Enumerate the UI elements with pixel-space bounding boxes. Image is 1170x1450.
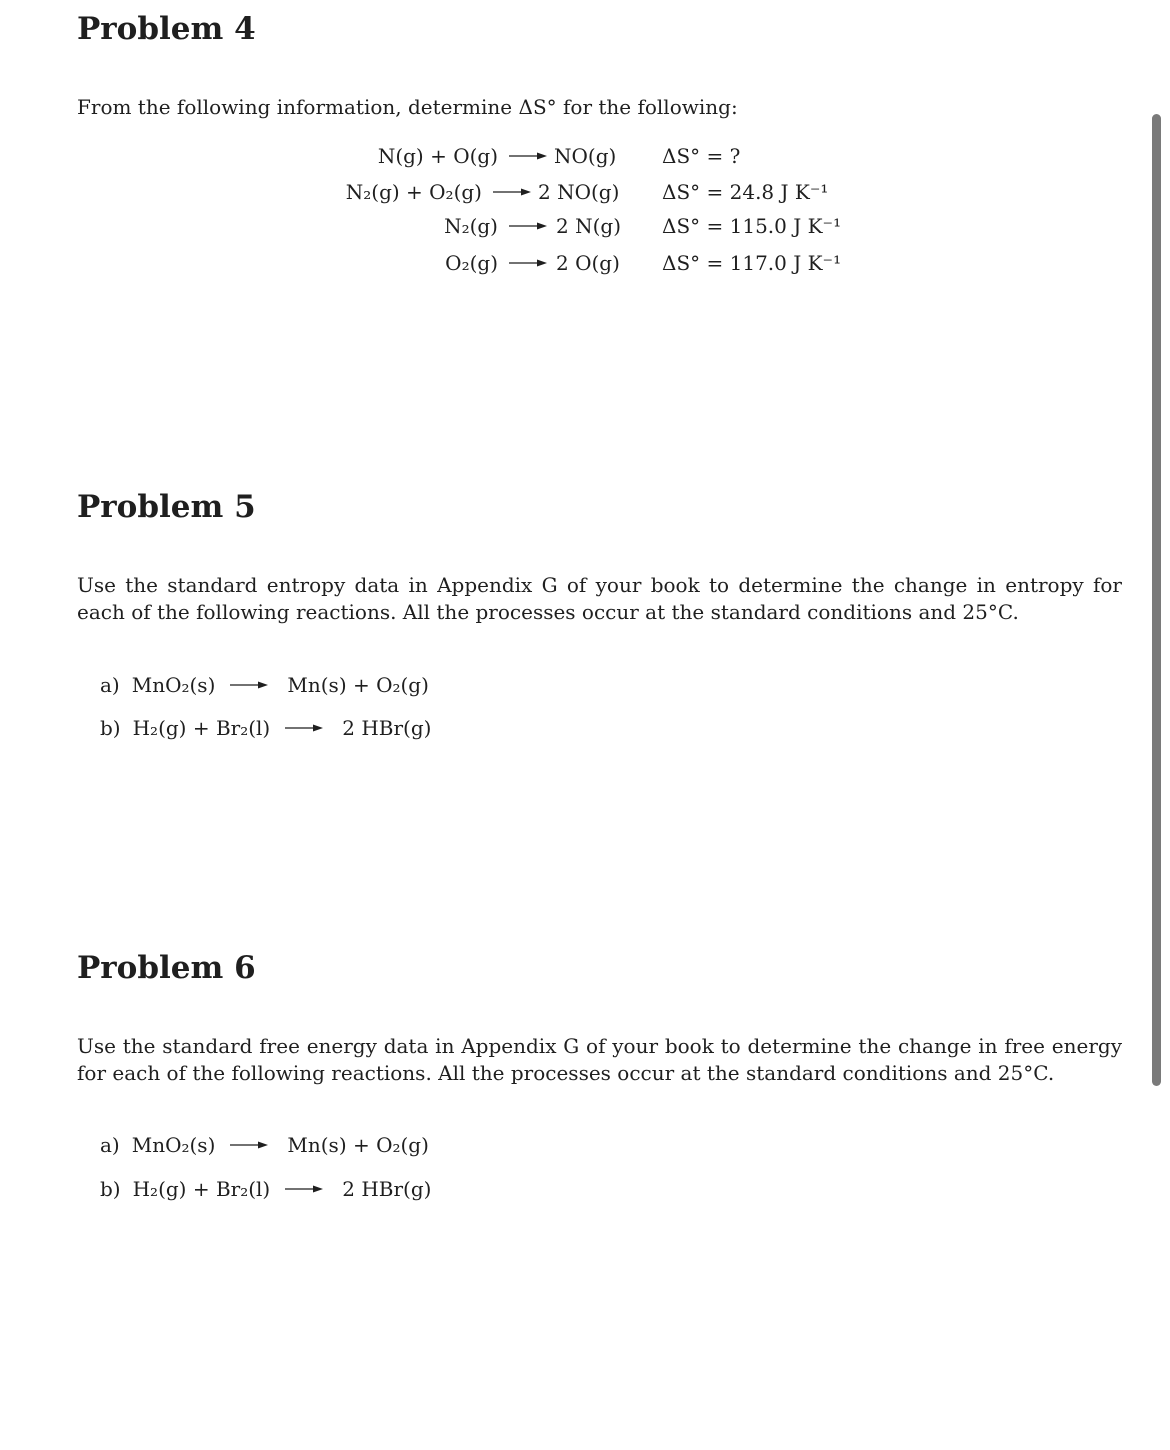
item-lhs: MnO₂(s): [131, 1133, 216, 1157]
reaction-lhs: N₂(g) + O₂(g): [345, 180, 482, 204]
list-item: [100, 716, 431, 740]
item-rhs: Mn(s) + O₂(g): [287, 1133, 429, 1157]
reaction-delta-s: ΔS° = 117.0 J K⁻¹: [662, 251, 842, 275]
reaction-rhs: 2 NO(g): [538, 180, 620, 204]
reaction-arrow-icon: [508, 144, 548, 168]
item-label: a): [100, 673, 120, 697]
item-label: b): [100, 1177, 121, 1201]
list-item: [100, 673, 429, 697]
reaction-delta-s: ΔS° = 24.8 J K⁻¹: [662, 180, 829, 204]
problem-6-title: Problem 6: [77, 950, 256, 986]
item-label: b): [100, 716, 121, 740]
reaction-arrow-icon: [229, 1133, 273, 1157]
item-rhs: 2 HBr(g): [342, 716, 432, 740]
reaction-arrow-icon: [508, 214, 548, 238]
reaction-arrow-icon: [284, 1177, 328, 1201]
reaction-lhs: N₂(g): [444, 214, 498, 238]
list-item: [100, 1133, 429, 1157]
item-rhs: Mn(s) + O₂(g): [287, 673, 429, 697]
item-lhs: H₂(g) + Br₂(l): [132, 716, 271, 740]
reaction-arrow-icon: [508, 251, 548, 275]
reaction-rhs: 2 O(g): [556, 251, 620, 275]
reaction-delta-s: ΔS° = 115.0 J K⁻¹: [662, 214, 842, 238]
problem-5-body: Use the standard entropy data in Appendix G of your book to determine the change in entropy for each of the following reactions. All the processes occur at the standard conditions and 25°C.: [77, 573, 1122, 624]
reaction-lhs: O₂(g): [445, 251, 498, 275]
reaction-delta-s: ΔS° = ?: [662, 144, 741, 168]
problem-6-body: Use the standard free energy data in Appendix G of your book to determine the change in free energy for each of the following reactions. All the processes occur at the standard conditions and 25°C.: [77, 1034, 1122, 1085]
item-label: a): [100, 1133, 120, 1157]
vertical-scrollbar-thumb[interactable]: [1152, 114, 1161, 1086]
problem-5-title: Problem 5: [77, 489, 256, 525]
item-lhs: MnO₂(s): [131, 673, 216, 697]
reaction-arrow-icon: [229, 673, 273, 697]
reaction-rhs: 2 N(g): [556, 214, 621, 238]
reaction-lhs: N(g) + O(g): [377, 144, 498, 168]
problem-4-title: Problem 4: [77, 11, 256, 47]
list-item: [100, 1177, 431, 1201]
item-rhs: 2 HBr(g): [342, 1177, 432, 1201]
item-lhs: H₂(g) + Br₂(l): [132, 1177, 271, 1201]
reaction-rhs: NO(g): [554, 144, 617, 168]
reaction-arrow-icon: [284, 716, 328, 740]
problem-4-intro: From the following information, determine ΔS° for the following:: [77, 95, 738, 119]
reaction-arrow-icon: [492, 180, 532, 204]
